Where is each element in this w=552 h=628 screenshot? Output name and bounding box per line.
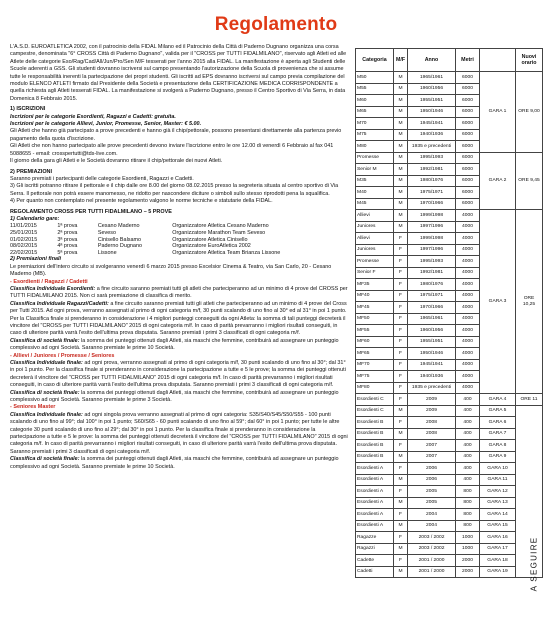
distance-cell: 800 <box>456 509 480 521</box>
year-cell: 2006 <box>408 474 456 486</box>
category-cell: MF45 <box>356 302 394 314</box>
gender-cell: F <box>394 244 408 256</box>
label: Classifica Individuale finale: <box>10 411 83 418</box>
category-cell: Promesse <box>356 256 394 268</box>
table-row <box>356 509 543 521</box>
header-gara <box>480 49 516 72</box>
gara-cell: GARA 16 <box>480 532 516 544</box>
year-cell: 1960/1956 <box>408 83 456 95</box>
gara-cell: GARA 6 <box>480 417 516 429</box>
label: Classifica di società finale: <box>10 456 80 463</box>
distance-cell: 400 <box>456 451 480 463</box>
distance-cell: 4000 <box>456 267 480 279</box>
distance-cell: 4000 <box>456 256 480 268</box>
calendar-cell: 5ª prova <box>57 249 78 256</box>
distance-cell: 400 <box>456 463 480 475</box>
esordienti-text-1 <box>10 286 348 301</box>
year-cell: 1992/1981 <box>408 164 456 176</box>
category-cell: M50 <box>356 72 394 84</box>
distance-cell: 4000 <box>456 382 480 394</box>
distance-cell: 2000 <box>456 555 480 567</box>
text: a fine circuito saranno premiati tutti gli atleti che parteciperanno ad un minimo di 4 prove del CROSS per TUTTI FIDALMILANO 2015. Non ci sarà premiazione di classifica di merito. <box>10 285 348 300</box>
year-cell: 2003 / 2002 <box>408 532 456 544</box>
year-cell: 1945/1941 <box>408 359 456 371</box>
gender-cell: M <box>394 164 408 176</box>
text: la somma dei punteggi ottenuti dagli Atleti, sia maschi che femmine, contribuirà ad assegnare un punteggio complessivo ad ogni Società. Saranno premiate le prime 10 Società. <box>10 337 339 352</box>
category-cell: MF80 <box>356 382 394 394</box>
gara-cell: GARA 10 <box>480 463 516 475</box>
distance-cell: 6000 <box>456 141 480 153</box>
distance-cell: 4000 <box>456 279 480 291</box>
text: la somma dei punteggi ottenuti dagli Atleti, sia maschi che femmine, contribuirà ad assegnare un punteggio complessivo ad ogni Società. Saranno premiate le prime 3 Società. <box>10 389 339 404</box>
distance-cell: 400 <box>456 440 480 452</box>
category-cell: M70 <box>356 118 394 130</box>
calendar-cell: Organizzatore EuroAtletica 2002 <box>172 243 251 250</box>
category-cell: M45 <box>356 198 394 210</box>
category-cell: MF35 <box>356 279 394 291</box>
gender-cell: M <box>394 175 408 187</box>
premiazioni-line-2: 3) Gli iscritti potranno ritirare il pettorale e il chip dalle ore 8.00 del giorno 08.02.2015 presso la segreteria situata al centro sportivo di Via Serra. Il pettorale non potrà essere manomesso, ne ridotto per nascondere diciture o simboli sullo stesso riprodotti pena la squalifica. <box>10 183 339 197</box>
table-row <box>356 417 543 429</box>
table-row <box>356 566 543 578</box>
year-cell: 1992/1981 <box>408 267 456 279</box>
calendar-cell: Organizzatore Atletica Cinisello <box>172 236 248 243</box>
distance-cell: 4000 <box>456 210 480 222</box>
category-cell: MF55 <box>356 325 394 337</box>
year-cell: 1970/1966 <box>408 302 456 314</box>
intro-paragraph: L'A.S.D. EUROATLETICA 2002, con il patrocinio della FIDAL Milano ed il Patrocinio della Città di Paderno Dugnano organizza una corsa campestre, denominata "6° CROSS Città di Paderno Dugnano", valida per il "CROSS per TUTTI FIDALMILANO", riservato agli Atleti ed alle Atlete delle categorie Eso/Rag/Cad/All/Jun/Pro/Sen M/F tesserati per l'anno 2015 alla FIDAL. La manifestazione è aperta agli Studenti delle Scuole aderenti a GSS. Gli studenti dovranno iscriversi sul campo presentando l'autorizzazione della Scuola di provenienza che si assume tutte le responsabilità inerenti la partecipazione dei propri studenti. Gli iscritti ad EPS dovranno iscriversi sul campo previa compilazione del modulo ELENCO ATLETI firmato dal Presidente della Società e presentazione della CERTIFICAZIONE MEDICA CORRISPONDENTE a quella richiesta agli Atleti tesserati FIDAL. La manifestazione si svolgerà a Paderno Dugnano, presso il Centro Sportivo di Via Serra, in data Domenica 8 Febbraio 2015. <box>10 44 347 102</box>
calendar-cell: 01/02/2015 <box>10 236 38 243</box>
distance-cell: 400 <box>456 428 480 440</box>
distance-cell: 4000 <box>456 336 480 348</box>
gender-cell: F <box>394 382 408 394</box>
distance-cell: 6000 <box>456 72 480 84</box>
category-cell: Ragazze <box>356 532 394 544</box>
a-seguire-text: A SEGUIRE <box>529 536 539 592</box>
esordienti-text-2 <box>10 301 348 338</box>
distance-cell: 6000 <box>456 129 480 141</box>
category-cell: MF75 <box>356 371 394 383</box>
year-cell: 1980/1976 <box>408 279 456 291</box>
gara-cell: GARA 19 <box>480 566 516 578</box>
year-cell: 1950/1946 <box>408 106 456 118</box>
premiazioni-line-1: Saranno premiati i partecipanti delle categorie Esordienti, Ragazzi e Cadetti. <box>10 175 194 182</box>
year-cell: 1999/1998 <box>408 210 456 222</box>
category-cell: MF60 <box>356 336 394 348</box>
calendar-row <box>10 250 348 257</box>
year-cell: 2009 <box>408 405 456 417</box>
gender-cell: M <box>394 187 408 199</box>
category-cell: Esordienti A <box>356 486 394 498</box>
calendar-row <box>10 243 348 250</box>
year-cell: 1980/1976 <box>408 175 456 187</box>
calendar-cell: Organizzatore Atletica Team Brianza Lissone <box>172 249 281 256</box>
year-cell: 2007 <box>408 451 456 463</box>
iscrizioni-line-1: Iscrizioni per le categorie Esordienti, Ragazzi e Cadetti: gratuita. <box>10 113 176 120</box>
category-cell: M80 <box>356 141 394 153</box>
allievi-text-2 <box>10 390 348 405</box>
final-awards-intro: Le premiazioni dell'intero circuito si svolgeranno venerdì 6 marzo 2015 presso Excelsior Cinema & Teatro, via San Carlo, 20 - Cesano Maderno (MB). <box>10 263 332 278</box>
distance-cell: 6000 <box>456 95 480 107</box>
table-row <box>356 463 543 475</box>
table-header-row <box>356 49 543 72</box>
text: ad ogni prova, verranno assegnati al primo di ogni categoria m/f, 30 punti scalando di uno fino al 30°; dal 31° in poi 1 punto. Per la classifica finale si prenderanno in considerazione la partecipazione a tutte e 5 le prove; la somma dei punteggi ottenuti decreterà il vincitore del "CROSS per TUTTI FIDALMILANO" 2015 di ogni categoria m/f. In caso di parità prevarranno i migliori risultati conseguiti, in caso di ulteriore parità varrà l'esito dell'ultima prova disputata. Saranno premiati i primi 3 classificati di ogni categoria m/f. <box>10 360 346 389</box>
category-cell: Esordienti C <box>356 394 394 406</box>
calendar-cell: Seveso <box>97 229 116 236</box>
category-cell: Esordienti B <box>356 428 394 440</box>
category-cell: Senior M <box>356 164 394 176</box>
calendar-row <box>10 223 348 230</box>
allievi-text-1 <box>10 360 348 390</box>
gender-cell: M <box>394 566 408 578</box>
year-cell: 2005 <box>408 497 456 509</box>
category-cell: MF40 <box>356 290 394 302</box>
distance-cell: 400 <box>456 474 480 486</box>
gender-cell: F <box>394 325 408 337</box>
gender-cell: M <box>394 474 408 486</box>
table-row <box>356 520 543 532</box>
category-cell: MF70 <box>356 359 394 371</box>
category-cell: Esordienti A <box>356 509 394 521</box>
category-cell: M40 <box>356 187 394 199</box>
table-row <box>356 543 543 555</box>
label: Classifica di società finale: <box>10 337 80 344</box>
gender-cell: M <box>394 520 408 532</box>
category-cell: Esordienti C <box>356 405 394 417</box>
year-cell: 2007 <box>408 440 456 452</box>
table-row <box>356 405 543 417</box>
calendar-cell: 11/01/2015 <box>10 223 37 230</box>
category-cell: MF50 <box>356 313 394 325</box>
calendar-cell: Paderno Dugnano <box>97 243 142 250</box>
category-cell: Esordienti B <box>356 451 394 463</box>
category-cell: Juniores <box>356 221 394 233</box>
gender-cell: F <box>394 348 408 360</box>
gara-cell: GARA 8 <box>480 440 516 452</box>
distance-cell: 6000 <box>456 164 480 176</box>
allievi-heading: - Allievi / Juniores / Promesse / Seniores <box>10 352 115 359</box>
year-cell: 2009 <box>408 394 456 406</box>
year-cell: 2004 <box>408 509 456 521</box>
gender-cell: M <box>394 152 408 164</box>
category-cell: Esordienti A <box>356 474 394 486</box>
final-awards-heading: 2) Premiazioni finali <box>10 256 62 263</box>
gender-cell: F <box>394 486 408 498</box>
distance-cell: 400 <box>456 417 480 429</box>
gender-cell: F <box>394 417 408 429</box>
gender-cell: F <box>394 313 408 325</box>
table-row <box>356 210 543 222</box>
distance-cell: 400 <box>456 405 480 417</box>
category-cell: Esordienti B <box>356 417 394 429</box>
gara-group-cell: GARA 2 <box>480 152 516 210</box>
category-cell: Esordienti A <box>356 497 394 509</box>
distance-cell: 4000 <box>456 221 480 233</box>
gender-cell: F <box>394 371 408 383</box>
gender-cell: F <box>394 233 408 245</box>
year-cell: 1940/1936 <box>408 129 456 141</box>
distance-cell: 6000 <box>456 175 480 187</box>
gender-cell: M <box>394 72 408 84</box>
year-cell: 1960/1956 <box>408 325 456 337</box>
premiazioni-line-3: 4) Per quanto non contemplato nel presente regolamento valgono le norme tecniche e statutarie della FIDAL. <box>10 198 273 205</box>
year-cell: 2004 <box>408 520 456 532</box>
gara-cell: GARA 9 <box>480 451 516 463</box>
year-cell: 1940/1936 <box>408 371 456 383</box>
gender-cell: M <box>394 118 408 130</box>
year-cell: 2001 / 2000 <box>408 566 456 578</box>
year-cell: 2008 <box>408 428 456 440</box>
table-row <box>356 428 543 440</box>
distance-cell: 4000 <box>456 244 480 256</box>
label: Classifica Individuale Ragazzi/Cadetti: <box>10 300 109 307</box>
table-row <box>356 394 543 406</box>
gender-cell: F <box>394 463 408 475</box>
year-cell: 1997/1996 <box>408 221 456 233</box>
year-cell: 1935 e precedenti <box>408 141 456 153</box>
a-seguire-label <box>526 500 542 628</box>
distance-cell: 4000 <box>456 313 480 325</box>
text: ad ogni singola prova verranno assegnati al primo di ogni categoria: S35/S40/S45/S50/S55 - 100 punti scalando di uno fino al 99°; dal 100° in poi 1 punto; S60/S65 - 60 punti scalando di uno fino al 59°; dal 60° in poi 1 punto; per tutte le altre categorie 30 punti scalando di uno fino al 29°; dal 30° in poi 1 punto. Per la classifica finale si prenderanno in considerazione la partecipazione a tutte e 5 le prove: la somma dei punteggi ottenuti decreterà il vincitore del "CROSS per TUTTI FIDALMILANO" 2015 di ogni categoria m/f. In caso di parità prevarranno i migliori risultati conseguiti, in caso di ulteriore parità varrà l'esito dell'ultima prova disputata. Saranno premiati i primi 3 classificati di ogni categoria m/f. <box>10 411 348 455</box>
gara-cell: GARA 18 <box>480 555 516 567</box>
page-title: Regolamento <box>214 14 338 35</box>
distance-cell: 2000 <box>456 566 480 578</box>
calendar-cell: Lissone <box>97 249 117 256</box>
gara-cell: GARA 4 <box>480 394 516 406</box>
year-cell: 1975/1971 <box>408 290 456 302</box>
gender-cell: F <box>394 302 408 314</box>
header-mf: M/F <box>394 49 408 72</box>
distance-cell: 1000 <box>456 543 480 555</box>
gara-cell: GARA 13 <box>480 497 516 509</box>
gender-cell: F <box>394 532 408 544</box>
gender-cell: M <box>394 497 408 509</box>
iscrizioni-line-4: Gli Atleti che non hanno partecipato alle prove precedenti devono inviare l'iscrizione entro le ore 12.00 di venerdì 6 Febbraio al fax 041 5088655 - email: crosspertutti@tds-live.com. <box>10 143 334 157</box>
year-cell: 1999/1998 <box>408 233 456 245</box>
gender-cell: M <box>394 83 408 95</box>
calendar-row <box>10 230 348 237</box>
start-time-cell: ORE 9,00 <box>516 72 543 153</box>
master-text-2 <box>10 456 348 471</box>
table-row <box>356 451 543 463</box>
text: a fine circuito saranno premiati tutti gli atleti che parteciperanno ad un minimo di 4 prove del Cross per Tutti 2015. Ad ogni prova, verranno assegnati al primo di ogni categoria m/f, 30 punti scalando di uno fino al 30° ed al 31° in poi 1 punto. Per la Classifica finale si prenderanno in considerazione i 4 migliori punteggi conseguiti da ogni Atleta: la somma di tali punteggi decreterà il vincitore del "CROSS per TUTTI FIDALMILANO" 2015 di ogni categoria m/f. In caso di parità prevarranno i migliori risultati conseguiti, in caso di ulteriore parità varrà l'esito dell'ultima prova disputata. Saranno premiati i primi 3 classificati di ogni categoria m/f. <box>10 300 347 337</box>
categories-table <box>355 48 543 578</box>
iscrizioni-line-5: Il giorno della gara gli Atleti e le Società dovranno ritirare il chip/pettorale dei nuovi Atleti. <box>10 158 223 165</box>
gender-cell: M <box>394 198 408 210</box>
cross-heading: REGOLAMENTO CROSS PER TUTTI FIDALMILANO – 5 PROVE <box>10 208 172 215</box>
year-cell: 1975/1971 <box>408 187 456 199</box>
master-heading: - Seniores Master <box>10 404 56 411</box>
year-cell: 1945/1941 <box>408 118 456 130</box>
calendar-cell: 1ª prova <box>57 223 78 230</box>
category-cell: M75 <box>356 129 394 141</box>
year-cell: 1997/1996 <box>408 244 456 256</box>
table-row <box>356 486 543 498</box>
start-time-cell: ORE 11 <box>516 394 543 406</box>
calendar-cell: 3ª prova <box>57 236 78 243</box>
category-cell: Juniores <box>356 244 394 256</box>
distance-cell: 4000 <box>456 302 480 314</box>
distance-cell: 400 <box>456 394 480 406</box>
start-time-cell: ORE 9,45 <box>516 152 543 210</box>
category-cell: Cadetti <box>356 566 394 578</box>
year-cell: 2008 <box>408 417 456 429</box>
calendar-cell: 08/02/2015 <box>10 243 38 250</box>
distance-cell: 4000 <box>456 233 480 245</box>
category-cell: M65 <box>356 106 394 118</box>
gara-cell: GARA 11 <box>480 474 516 486</box>
calendar-heading: 1) Calendario gare: <box>10 215 60 222</box>
gender-cell: F <box>394 394 408 406</box>
category-cell: Esordienti B <box>356 440 394 452</box>
gender-cell: F <box>394 555 408 567</box>
table-row <box>356 72 543 84</box>
calendar-cell: Cesano Maderno <box>97 223 140 230</box>
header-orario: Nuovi orario <box>516 49 543 72</box>
gara-cell: GARA 14 <box>480 509 516 521</box>
calendar-cell: 2ª prova <box>57 229 78 236</box>
label: Classifica di società finale: <box>10 389 80 396</box>
category-cell: M35 <box>356 175 394 187</box>
distance-cell: 800 <box>456 486 480 498</box>
label: Classifica Individuale Esordienti: <box>10 285 96 292</box>
distance-cell: 800 <box>456 497 480 509</box>
header-anno: Anno <box>408 49 456 72</box>
year-cell: 1995/1993 <box>408 256 456 268</box>
text: la somma dei punteggi ottenuti dagli Atleti, sia maschi che femmine, contribuirà ad assegnare un punteggio complessivo ad ogni Società. Saranno premiate le prime 10 Società. <box>10 456 339 470</box>
categories-table-wrapper <box>355 48 547 578</box>
gender-cell: F <box>394 279 408 291</box>
table-row <box>356 497 543 509</box>
distance-cell: 6000 <box>456 187 480 199</box>
gender-cell: M <box>394 543 408 555</box>
year-cell: 2003 / 2002 <box>408 543 456 555</box>
gender-cell: F <box>394 336 408 348</box>
gara-cell: GARA 12 <box>480 486 516 498</box>
gara-cell: GARA 7 <box>480 428 516 440</box>
category-cell: MF65 <box>356 348 394 360</box>
calendar-cell: 22/02/2015 <box>10 249 38 256</box>
calendar-cell: Organizzatore Marathon Team Seveso <box>172 229 266 236</box>
iscrizioni-heading: 1) ISCRIZIONI <box>10 106 46 113</box>
gender-cell: F <box>394 359 408 371</box>
gender-cell: M <box>394 405 408 417</box>
gender-cell: M <box>394 129 408 141</box>
gender-cell: F <box>394 256 408 268</box>
calendar-cell: Organizzatore Atletica Cesano Maderno <box>172 223 269 230</box>
gender-cell: M <box>394 428 408 440</box>
gender-cell: F <box>394 267 408 279</box>
category-cell: Esordienti A <box>356 520 394 532</box>
category-cell: Ragazzi <box>356 543 394 555</box>
calendar-row <box>10 237 348 244</box>
table-row <box>356 555 543 567</box>
distance-cell: 4000 <box>456 325 480 337</box>
gender-cell: M <box>394 106 408 118</box>
table-row <box>356 440 543 452</box>
calendar-cell: 25/01/2015 <box>10 229 38 236</box>
calendar-cell: 4ª prova <box>57 243 78 250</box>
year-cell: 2006 <box>408 463 456 475</box>
distance-cell: 4000 <box>456 371 480 383</box>
distance-cell: 6000 <box>456 198 480 210</box>
gender-cell: M <box>394 141 408 153</box>
category-cell: M60 <box>356 95 394 107</box>
premiazioni-heading: 2) PREMIAZIONI <box>10 168 52 175</box>
distance-cell: 4000 <box>456 359 480 371</box>
table-row <box>356 152 543 164</box>
gara-group-cell: GARA 3 <box>480 210 516 394</box>
gara-cell: GARA 5 <box>480 405 516 417</box>
esordienti-heading: - Esordienti / Ragazzi / Cadetti <box>10 278 88 285</box>
regulation-text <box>10 44 348 471</box>
category-cell: Cadette <box>356 555 394 567</box>
start-time-cell: ORE 10,25 <box>516 210 543 394</box>
calendar-table <box>10 223 348 256</box>
category-cell: Allievi <box>356 233 394 245</box>
esordienti-text-3 <box>10 338 348 353</box>
distance-cell: 1000 <box>456 532 480 544</box>
year-cell: 1970/1966 <box>408 198 456 210</box>
distance-cell: 6000 <box>456 118 480 130</box>
gender-cell: M <box>394 210 408 222</box>
label: Classifica Individuale finale: <box>10 360 83 366</box>
header-categoria: Categoria <box>356 49 394 72</box>
year-cell: 2005 <box>408 486 456 498</box>
gender-cell: M <box>394 451 408 463</box>
gender-cell: F <box>394 440 408 452</box>
iscrizioni-line-2: Iscrizioni per le categorie Allievi, Junior, Promesse, Senior, Master: € 5.00. <box>10 121 202 128</box>
category-cell: Promesse <box>356 152 394 164</box>
gara-cell: GARA 15 <box>480 520 516 532</box>
year-cell: 1965/1961 <box>408 313 456 325</box>
year-cell: 1965/1961 <box>408 72 456 84</box>
year-cell: 1955/1951 <box>408 95 456 107</box>
table-row <box>356 474 543 486</box>
distance-cell: 6000 <box>456 152 480 164</box>
distance-cell: 6000 <box>456 83 480 95</box>
year-cell: 2001 / 2000 <box>408 555 456 567</box>
category-cell: Senior F <box>356 267 394 279</box>
year-cell: 1995/1993 <box>408 152 456 164</box>
header-metri: Metri <box>456 49 480 72</box>
table-row <box>356 532 543 544</box>
gara-group-cell: GARA 1 <box>480 72 516 153</box>
gender-cell: F <box>394 290 408 302</box>
gara-cell: GARA 17 <box>480 543 516 555</box>
gender-cell: F <box>394 509 408 521</box>
distance-cell: 6000 <box>456 106 480 118</box>
category-cell: Esordienti A <box>356 463 394 475</box>
distance-cell: 4000 <box>456 348 480 360</box>
iscrizioni-line-3: Gli Atleti che hanno già partecipato a prove precedenti e hanno già il chip/pettorale, possono presentarsi direttamente alla partenza previo pagamento della quota d'iscrizione. <box>10 128 342 142</box>
gender-cell: M <box>394 95 408 107</box>
category-cell: Allievi <box>356 210 394 222</box>
distance-cell: 800 <box>456 520 480 532</box>
category-cell: M55 <box>356 83 394 95</box>
gender-cell: M <box>394 221 408 233</box>
master-text-1 <box>10 412 348 456</box>
distance-cell: 4000 <box>456 290 480 302</box>
year-cell: 1935 e precedenti <box>408 382 456 394</box>
year-cell: 1955/1951 <box>408 336 456 348</box>
year-cell: 1950/1946 <box>408 348 456 360</box>
calendar-cell: Cinisello Balsamo <box>97 236 142 243</box>
